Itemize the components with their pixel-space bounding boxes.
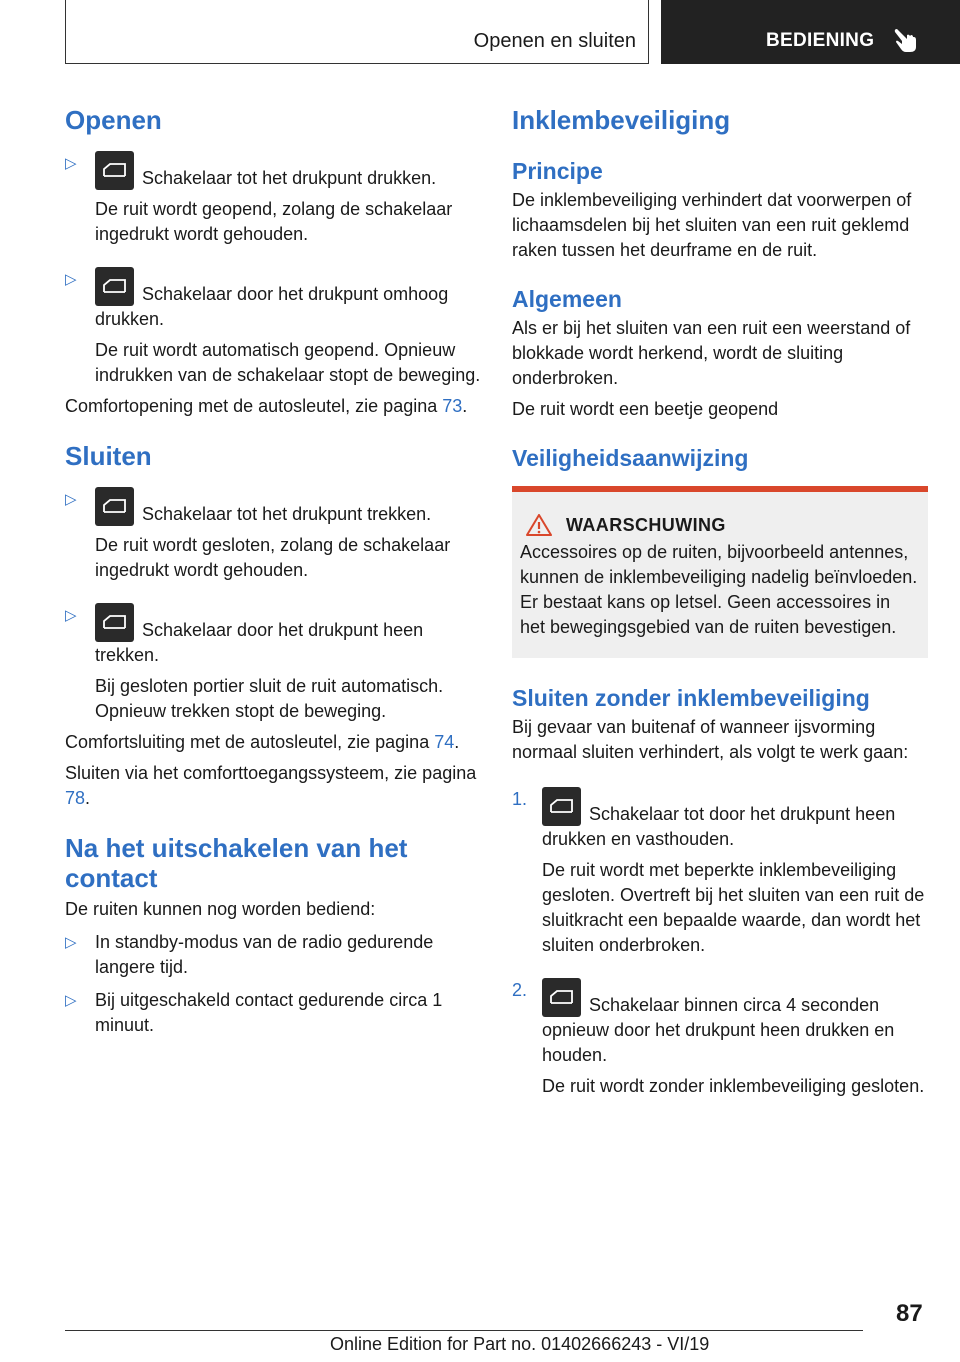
heading-sluiten: Sluiten: [65, 441, 152, 471]
item-result: Bij gesloten portier sluit de ruit automatisch. Opnieuw trekken stopt de beweging.: [95, 676, 444, 721]
header-chapter-title: BEDIENING: [766, 30, 875, 51]
pointing-hand-icon: [893, 26, 919, 54]
algemeen-text-1: Als er bij het sluiten van een ruit een weerstand of blokkade wordt herkend, wordt de sluiting onderbroken.: [512, 318, 911, 388]
triangle-bullet-icon: ▷: [65, 155, 77, 172]
warning-triangle-icon: [526, 514, 552, 536]
step-item: [512, 978, 928, 1099]
warning-box: [512, 486, 928, 658]
item-result: De ruit wordt automatisch geopend. Opnieuw indrukken van de schakelaar stopt de beweging.: [95, 340, 481, 385]
list-item: [65, 603, 485, 724]
algemeen-text-2: De ruit wordt een beetje geopend: [512, 399, 779, 419]
window-switch-icon: [542, 787, 581, 826]
footer-edition: Online Edition for Part no. 01402666243 - VI/19: [330, 1334, 710, 1354]
page-link-73[interactable]: 73: [442, 396, 463, 416]
heading-veiligheid: Veiligheidsaanwijzing: [512, 445, 749, 471]
page-number: 87: [896, 1300, 923, 1327]
item-result: De ruit wordt gesloten, zolang de schakelaar ingedrukt wordt gehouden.: [95, 535, 451, 580]
zonder-intro: Bij gevaar van buitenaf of wanneer ijsvorming normaal sluiten verhindert, als volgt te werk gaan:: [512, 717, 909, 762]
item-text: Bij uitgeschakeld contact gedurende circa 1 minuut.: [95, 990, 443, 1035]
list-item: [65, 267, 485, 388]
list-item: [65, 988, 485, 1038]
step-number: 2.: [512, 980, 528, 1000]
left-column: [65, 100, 485, 1038]
comfort-opening-text: Comfortopening met de autosleutel, zie pagina 73.: [65, 396, 468, 416]
item-text: In standby-modus van de radio gedurende langere tijd.: [95, 932, 434, 977]
triangle-bullet-icon: ▷: [65, 992, 77, 1009]
triangle-bullet-icon: ▷: [65, 934, 77, 951]
uitschakelen-intro: De ruiten kunnen nog worden bediend:: [65, 899, 376, 919]
footer-divider: [65, 1330, 863, 1331]
heading-principe: Principe: [512, 158, 603, 184]
heading-sluiten-zonder: Sluiten zonder inklembeveiliging: [512, 685, 870, 711]
comfort-closing-text: Comfortsluiting met de autosleutel, zie pagina 74.: [65, 732, 460, 752]
step-result: De ruit wordt zonder inklembeveiliging gesloten.: [542, 1076, 925, 1096]
window-switch-icon: [542, 978, 581, 1017]
item-result: De ruit wordt geopend, zolang de schakelaar ingedrukt wordt gehouden.: [95, 199, 453, 244]
heading-uitschakelen: Na het uitschakelen van het contact: [65, 833, 408, 893]
list-item: [65, 487, 485, 583]
right-column: [512, 100, 928, 1099]
comfort-access-text: Sluiten via het comforttoegangssysteem, zie pagina 78.: [65, 763, 477, 808]
header-section-title: Openen en sluiten: [473, 30, 636, 52]
warning-label: WAARSCHUWING: [566, 514, 726, 535]
list-item: [65, 151, 485, 247]
item-action: Schakelaar door het drukpunt heen trekken.: [95, 620, 424, 665]
triangle-bullet-icon: ▷: [65, 607, 77, 624]
warning-text: Accessoires op de ruiten, bijvoorbeeld antennes, kunnen de inklembeveiliging nadelig beïnvloeden. Er bestaat kans op letsel. Geen accessoires in het bewegingsgebied van de ruiten bevestigen.: [520, 542, 918, 637]
heading-inklembeveiliging: Inklembeveiliging: [512, 105, 731, 135]
step-action: Schakelaar binnen circa 4 seconden opnieuw door het drukpunt heen drukken en houden.: [542, 995, 895, 1065]
triangle-bullet-icon: ▷: [65, 491, 77, 508]
heading-openen: Openen: [65, 105, 162, 135]
window-switch-icon: [95, 603, 134, 642]
window-switch-icon: [95, 267, 134, 306]
step-number: 1.: [512, 789, 528, 809]
header-section-box: [65, 0, 649, 64]
window-switch-icon: [95, 151, 134, 190]
step-item: [512, 787, 928, 958]
step-result: De ruit wordt met beperkte inklembeveiliging gesloten. Overtreft bij het sluiten van een ruit de sluitkracht een bepaalde waarde, dan wordt het sluiten onderbroken.: [542, 860, 925, 955]
window-switch-icon: [95, 487, 134, 526]
heading-algemeen: Algemeen: [512, 286, 622, 312]
page-link-78[interactable]: 78: [65, 788, 86, 808]
item-action: Schakelaar door het drukpunt omhoog drukken.: [95, 284, 449, 329]
step-action: Schakelaar tot door het drukpunt heen drukken en vasthouden.: [542, 804, 896, 849]
item-action: Schakelaar tot het drukpunt drukken.: [142, 168, 437, 188]
triangle-bullet-icon: ▷: [65, 271, 77, 288]
item-action: Schakelaar tot het drukpunt trekken.: [142, 504, 432, 524]
list-item: [65, 930, 485, 980]
principe-text: De inklembeveiliging verhindert dat voorwerpen of lichaamsdelen bij het sluiten van een ruit geklemd raken tussen het deurframe en de ruit.: [512, 190, 912, 260]
page-link-74[interactable]: 74: [434, 732, 455, 752]
